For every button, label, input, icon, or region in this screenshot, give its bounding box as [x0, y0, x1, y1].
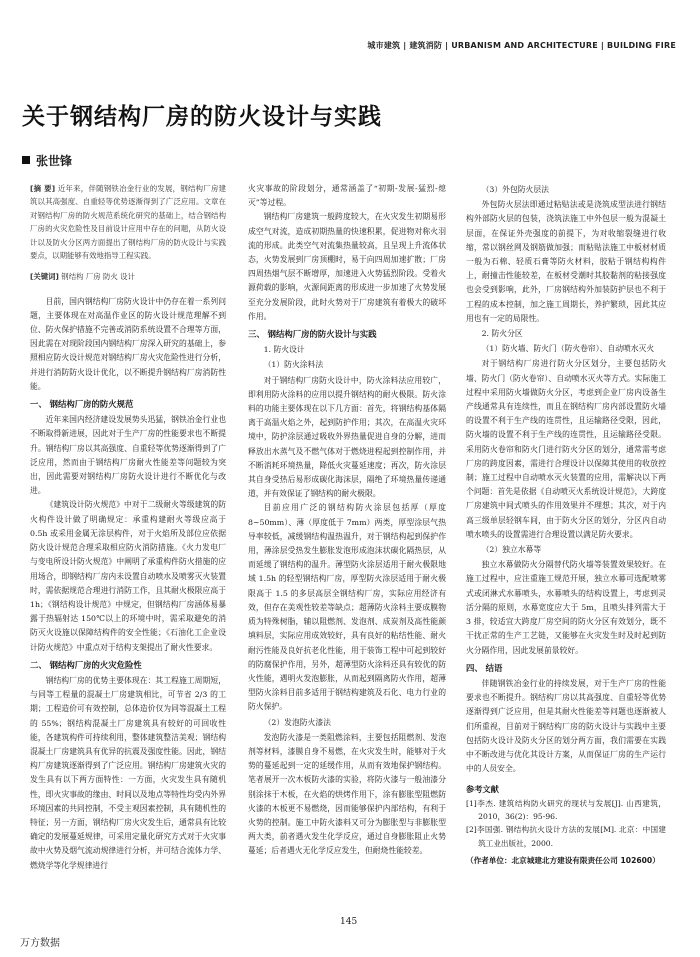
- source-watermark: 万方数据: [20, 938, 60, 949]
- article-title: 关于钢结构厂房的防火设计与实践: [22, 104, 382, 130]
- references-heading: 参考文献: [466, 784, 499, 795]
- subsection-3-1-heading: 1. 防火设计: [263, 345, 305, 355]
- subsection-3-1-1-heading: （1）防火涂料法: [263, 360, 324, 370]
- section-4-paragraph-1: 伴随钢铁冶金行业的持续发展，对于生产厂房的性能要求也不断提升。钢结构厂房以其高强度、自重轻等优势逐渐得到广泛应用，但是其耐火性能差等问题也逐渐被人们所重视，目前对于钢结构厂房的防火设计与实践中主要包括防火设计及防火分区的划分两方面，我们需要在实践中不断改进与优化其设计方案，从而保证厂房的生产运行中的人员安全。: [466, 678, 666, 774]
- section-1-heading: 一、 钢结构厂房的防火规范: [30, 399, 134, 410]
- section-3-paragraph-2: 目前应用广泛的钢结构防火涂层包括厚（厚度 8~50mm）、薄（厚度低于 7mm）两类，厚型涂层气热导率较低，减缓钢结构温热温升，对于钢结构起到保护作用，薄涂层受热发生膨胀发泡形成泡沫状碳化隔热层，从而延缓了钢结构的温升。薄型防火涂层适用于耐火极限地域 1.5h 的轻型钢结构厂房，厚型防火涂层适用于耐火极限高于 1.5 的多层高层全钢结构厂房，实际应用经济有效，但存在美观性较差等缺点；超薄防火涂料主要成膜物质为特殊树脂，辅以阻燃剂、发泡剂、成炭剂及高性能颜填料层，实际应用成效较好，具有良好的粘结性能、耐火耐污性能及良好抗老化性能，用于装饰工程中可起到较好的防腐保护作用，另外，超薄型防火涂料还具有较优的防火性能，遇明火发泡膨胀，从而起到隔离防火作用，超薄型防火涂料目前多适用于钢结构建筑及石化、电力行业的防火保护。: [248, 503, 446, 712]
- subsection-3-1-2-heading: （2）发泡防火漆法: [263, 717, 331, 727]
- column-2: [248, 182, 446, 892]
- subsection-3-1-3-heading: （3）外包防火层法: [481, 185, 549, 194]
- section-3-paragraph-3: 发泡防火漆是一类阻燃涂料，主要包括阻燃剂、发泡剂等材料，漆膜自身不易燃，在火灾发生时，能够对于火势的蔓延起到一定的延缓作用，从而有效地保护钢结构。笔者展开一次木板防火漆的实验，将防火漆与一般油漆分别涂抹于木板，在火焰的烘烤作用下，涂有膨胀型阻燃防火漆的木板更不易燃烧，因而能够保护内部结构，有利于火势的控制。施工中防火漆料又可分为膨胀型与非膨胀型两大类，前者遇火发生化学反应，通过自身膨胀阻止火势蔓延；后者遇火无化学反应发生，但耐烧性能较差。: [248, 732, 446, 856]
- column-1: [30, 182, 226, 912]
- author-name: 张世锋: [36, 154, 73, 168]
- author-marker-icon: [22, 156, 30, 164]
- abstract-label: [摘 要]: [30, 184, 56, 193]
- section-3-paragraph-6: 独立水幕做防火分隔替代防火墙等装置效果较好。在施工过程中，应注重施工规范开展，独立水幕可选配喷雾式或闭淋式水幕喷头，水幕喷头的结构设置上，考虑到灵活分隔的原则，水幕宽度应大于 5m，且喷头排列需大于 3 排，较适宜大跨度厂房空间的防火分区有效划分，既不干扰正常的生产工艺链，又能够在火灾发生时及时起到防火分隔作用，因此发展前景较好。: [466, 560, 666, 655]
- subsection-3-2-2-heading: （2）独立水幕等: [481, 545, 542, 555]
- section-4-heading: 四、 结语: [466, 662, 503, 673]
- journal-section-header: 城市建筑 | 建筑消防 | URBANISM AND ARCHITECTURE | BUILDING FIRE: [367, 41, 676, 50]
- section-3-paragraph-4: 外包防火层法即通过粘贴法或是浇筑成型法进行钢结构外部防火层的包装，浇筑法施工中外包层一般为混凝土层面，在保证外壳强度的前提下，为对收缩裂缝进行收缩，常以钢丝网及钢筋做加强；而粘贴法施工中板材材质一般为石棉、轻质石膏等防火材料，胶粘于钢结构构件上，耐撞击性能较差，在板材受潮时其胶黏剂的粘接强度也会受到影响，此外，厂房钢结构外加装防护层也不利于工程的成本控制，加之施工周期长，养护繁琐，因此其应用也有一定的局限性。: [466, 200, 666, 323]
- section-3-paragraph-5: 对于钢结构厂房进行防火分区划分，主要包括防火墙、防火门（防火卷帘）、自动喷水灭火等方式。实际施工过程中采用防火墙做防火分区，考虑到企业厂房内设备生产线通常具有连续性，而且在钢结构厂房内部设置防火墙的设置不利于生产线的连贯性，且运输路径受限，因此，防火墙的设置不利于生产线的连贯性，且运输路径受限。采用防火卷帘和防火门进行防火分区的划分，通常需考虑厂房的跨度因素，需进行合理设计以保障其使用的收放控制；施工过程中自动喷水灭火装置的应用，需解决以下两个问题：首先是依据《自动喷灭火系统设计规范》，大跨度厂房建筑中间式喷头的作用效果并不理想；其次，对于内高三级单层轻钢车间，由于防火分区的划分，分区内自动喷水喷头的设置需进行合理设置以满足防火要求。: [466, 359, 666, 539]
- section-3-heading: 三、 钢结构厂房的防火设计与实践: [248, 329, 377, 340]
- column-3: [466, 182, 666, 902]
- subsection-3-2-1-heading: （1）防火墙、防火门（防火卷帘）、自动喷水灭火: [481, 344, 655, 354]
- subsection-3-2-heading: 2. 防火分区: [481, 329, 523, 339]
- reference-item: [1]李杰. 建筑结构防火研究的现状与发展[J]. 山西建筑，2010，36(2)：95-96.: [466, 798, 666, 821]
- abstract-text: 近年来，伴随钢铁冶金行业的发展，钢结构厂房建筑以其高强度、自重轻等优势逐渐得到了广泛应用。文章在对钢结构厂房的防火规范系统化研究的基础上，结合钢结构厂房的火灾危险性及目前设计应用中存在的问题，从防火设计以及防火分区两方面提出了钢结构厂房的防火设计与实践要点，以期能够有效地指导工程实践。: [30, 184, 226, 261]
- section-1-paragraph-1: 近年来国内经济建设发展势头迅猛，钢铁冶金行业也不断取得新进展，因此对于生产厂房的性能要求也不断提升。钢结构厂房以其高强度、自重轻等优势逐渐得到了广泛应用，然而由于钢结构厂房耐火性能差等问题较为突出，因此需要对钢结构厂房防火设计进行不断优化与改进。: [30, 415, 226, 496]
- section-2-paragraph-2: 钢结构厂房建筑一般跨度较大，在火灾发生初期易形成空气对流，造成初期热量的快速积累，促进物对称火羽流的形成。此类空气对流集热量较高，且呈现上升流体状态，火势发展到厂房顶棚时，易于向四周加速扩散；厂房四周热烟气层不断增厚，加速进入火势猛烈阶段。受着火源荷载的影响，火源间距离的形成进一步加速了火势发展至充分发展阶段，此时火势对于厂房建筑有着极大的破坏作用。: [248, 212, 446, 321]
- keywords: [30, 270, 226, 284]
- intro-paragraph: 目前，国内钢结构厂房防火设计中仍存在着一系列问题，主要体现在对高温作业区的防火设计规范理解不到位、防火保护措施不完善或消防系统设置不合理等方面，因此需在对现阶段国内钢结构厂房深入研究的基础上，参照相应防火设计规范对钢结构厂房火灾危险性进行分析，并进行消防防火设计优化，以不断提升钢结构厂房消防性能。: [30, 296, 226, 391]
- keywords-label: [关键词]: [30, 272, 59, 282]
- section-2-paragraph-1: 钢结构厂房的优势主要体现在：其工程施工周期短，与同等工程量的混凝土厂房建筑相比，可节省 2/3 的工期；工程造价可有效控制，总体造价仅为同等混凝土工程的 55%；钢结构混凝土厂房建筑具有较好的可回收性能，各建筑构件可持续利用，整体建筑整洁美观；钢结构混凝土厂房建筑具有优异的抗震及强度性能。因此，钢结构厂房建筑逐渐得到了广泛应用。钢结构厂房建筑火灾的发生具有以下两方面特性：一方面，火灾发生具有随机性，即火灾事故的缘由、时间以及地点等特性均受内外界环境因素的共同控制，不受主观因素控制，具有随机性的特征；另一方面，钢结构厂房火灾发生后，通常具有比较确定的发展蔓延规律，可采用定量化研究方式对于火灾事故中火势及烟气流动规律进行分析，并可结合流体力学、燃烧学等化学规律进行: [30, 675, 226, 870]
- author-affiliation: （作者单位：北京城建北方建设有限责任公司 102600）: [466, 856, 660, 866]
- reference-item: [2]李国强. 钢结构抗火设计方法的发展[M]. 北京：中国建筑工业出版社，2000.: [466, 825, 666, 848]
- author-line: [22, 152, 72, 169]
- section-2-heading: 二、 钢结构厂房的火灾危险性: [30, 659, 142, 670]
- section-2-continuation: 火灾事故的阶段划分，通常涵盖了“初期-发展-猛烈-熄灭”等过程。: [248, 184, 446, 208]
- abstract: [30, 182, 226, 262]
- section-1-paragraph-2: 《建筑设计防火规范》中对于二级耐火等级建筑的防火构件设计做了明确规定：承重构建耐火等级应高于 0.5h 或采用金属无涂层构件，对于火焰所及部位应依据防火设计规范合理采取相应防火消防措施。《火力发电厂与变电所设计防火规范》中阐明了承重构件防火措施的应用场合，即钢结构厂房内未设置自动喷水及喷雾灭火装置时，需依据规范合理进行消防工作，且其耐火极限应高于 1h；《钢结构设计规范》中规定，但钢结构厂房涵体易暴露于热辐射达 150℃以上的环境中时，需采取避免的消防灭火设施以保障结构件的安全性能；《石油化工企业设计防火规范》中重点对于结构支架提出了耐火性要求。: [30, 500, 226, 652]
- page-number: 145: [340, 917, 358, 927]
- keywords-text: 钢结构 厂房 防火 设计: [61, 272, 135, 282]
- section-3-paragraph-1: 对于钢结构厂房防火设计中，防火涂料法应用较广，即利用防火涂料的应用以提升钢结构的耐火极限。防火涂料的功能主要体现在以下几方面：首先，将钢结构基体隔离于高温火焰之外，起到防护作用；其次，在高温火灾环境中，防护涂层通过吸收外界热量促进自身的分解，进而释放出水蒸气及不燃气体对于燃烧进程起到控制作用，并不断消耗环境热量，降低火灾蔓延速度；再次，防火涂层其自身受热后易形成碳化海沫层，隔绝了环境热量传递通道，并有效保证了钢结构的耐火极限。: [248, 375, 446, 499]
